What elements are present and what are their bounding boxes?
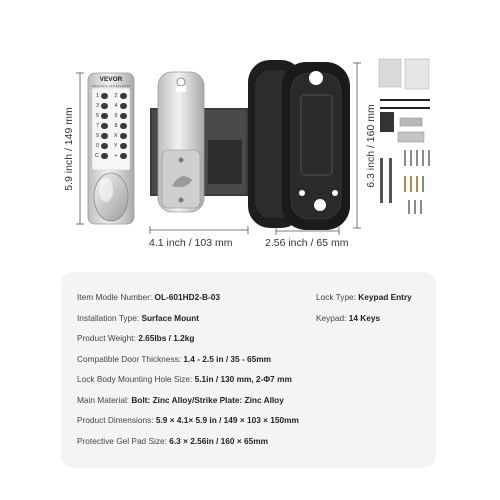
spec-row <box>316 313 380 323</box>
accessories <box>379 59 430 214</box>
spec-value: 5.9 × 4.1× 5.9 in / 149 × 103 × 150mm <box>155 415 299 425</box>
pad-height-label: 6.3 inch / 160 mm <box>365 104 377 188</box>
spec-value: 2.65lbs / 1.2kg <box>138 333 195 343</box>
keypad-button <box>101 153 108 159</box>
spec-row <box>77 313 199 323</box>
keypad-key-label: X <box>113 133 118 139</box>
keypad-key-label: 1 <box>95 93 99 99</box>
keypad-key-label: + <box>114 153 118 159</box>
spec-label: Lock Type: <box>316 292 356 302</box>
keypad-key <box>113 102 129 110</box>
keypad-button <box>120 133 127 139</box>
spec-row <box>77 436 268 446</box>
spec-value: OL-601HD2-B-03 <box>154 292 220 302</box>
spec-value: Bolt: Zinc Alloy/Strike Plate: Zinc Alloy <box>131 394 284 405</box>
spec-label: Product Dimensions: <box>77 415 154 425</box>
keypad-key <box>94 122 110 130</box>
keypad-button <box>101 93 108 99</box>
keypad-key-label: 9 <box>95 133 99 139</box>
lock-height-label: 5.9 inch / 149 mm <box>63 107 75 191</box>
spec-row <box>77 292 220 302</box>
keypad-key-label: 7 <box>95 123 99 129</box>
keypad-key <box>94 142 110 150</box>
pad-width-label: 2.56 inch / 65 mm <box>265 237 349 249</box>
keypad-key <box>113 112 129 120</box>
spec-label: Keypad: <box>316 312 347 323</box>
spec-value: Surface Mount <box>141 312 200 323</box>
keypad-button <box>120 93 127 99</box>
spec-label: Main Material: <box>77 394 130 405</box>
spec-value: 6.3 × 2.56in / 160 × 65mm <box>169 435 268 446</box>
spec-row <box>77 333 194 343</box>
keypad-grid <box>94 92 128 160</box>
spec-row <box>77 415 299 425</box>
keypad-key-label: 8 <box>114 123 118 129</box>
keypad-key <box>113 152 129 160</box>
lock-height-dimension-line <box>76 73 84 224</box>
keypad-key <box>94 132 110 140</box>
spec-label: Lock Body Mounting Hole Size: <box>77 374 193 384</box>
lock-back-plate <box>150 72 248 212</box>
lock-width-dimension-line <box>150 226 248 234</box>
keypad-key <box>94 92 110 100</box>
keypad-key-label: 6 <box>114 113 118 119</box>
spec-label: Compatible Door Thickness: <box>77 353 182 364</box>
keypad-key-label: 4 <box>114 103 118 109</box>
keypad-key-label: 2 <box>114 93 118 99</box>
keypad-key-label: C <box>95 153 99 159</box>
keypad-key <box>94 112 110 120</box>
pad-height-dimension-line <box>353 63 361 228</box>
keypad-button <box>101 123 108 129</box>
spec-row <box>77 395 284 405</box>
keypad-button <box>101 143 108 149</box>
keypad-key <box>113 132 129 140</box>
keypad-key-label: Y <box>113 143 118 149</box>
protective-gel-pads <box>248 60 350 230</box>
keypad-button <box>120 103 127 109</box>
spec-row <box>77 374 292 384</box>
spec-label: Product Weight: <box>77 333 136 343</box>
keypad-button <box>101 113 108 119</box>
keypad-key <box>113 142 129 150</box>
spec-value: 5.1in / 130 mm, 2-Φ7 mm <box>194 374 292 384</box>
keypad-key <box>94 152 110 160</box>
keypad-button <box>120 143 127 149</box>
keypad-key-label: 3 <box>95 103 99 109</box>
keypad-key <box>94 102 110 110</box>
keypad-button <box>120 153 127 159</box>
keypad-button <box>120 113 127 119</box>
spec-value: 14 Keys <box>348 312 381 323</box>
spec-label: Installation Type: <box>77 312 140 323</box>
spec-label: Protective Gel Pad Size: <box>77 435 167 446</box>
brand-logo: VEVOR <box>99 76 123 83</box>
spec-label: Item Modle Number: <box>77 292 153 302</box>
keypad-button <box>120 123 127 129</box>
lock-width-label: 4.1 inch / 103 mm <box>149 237 233 249</box>
keypad-caption: MECHANICAL KEYLESS ENTRY <box>91 85 131 88</box>
spec-row <box>316 292 412 302</box>
keypad-button <box>101 103 108 109</box>
spec-row <box>77 354 271 364</box>
keypad-button <box>101 133 108 139</box>
keypad-key-label: 5 <box>95 113 99 119</box>
keypad-key <box>113 122 129 130</box>
keypad-key-label: 0 <box>95 143 99 149</box>
spec-value: 1.4 - 2.5 in / 35 - 65mm <box>183 353 272 364</box>
spec-value: Keypad Entry <box>358 292 412 302</box>
keypad-key <box>113 92 129 100</box>
